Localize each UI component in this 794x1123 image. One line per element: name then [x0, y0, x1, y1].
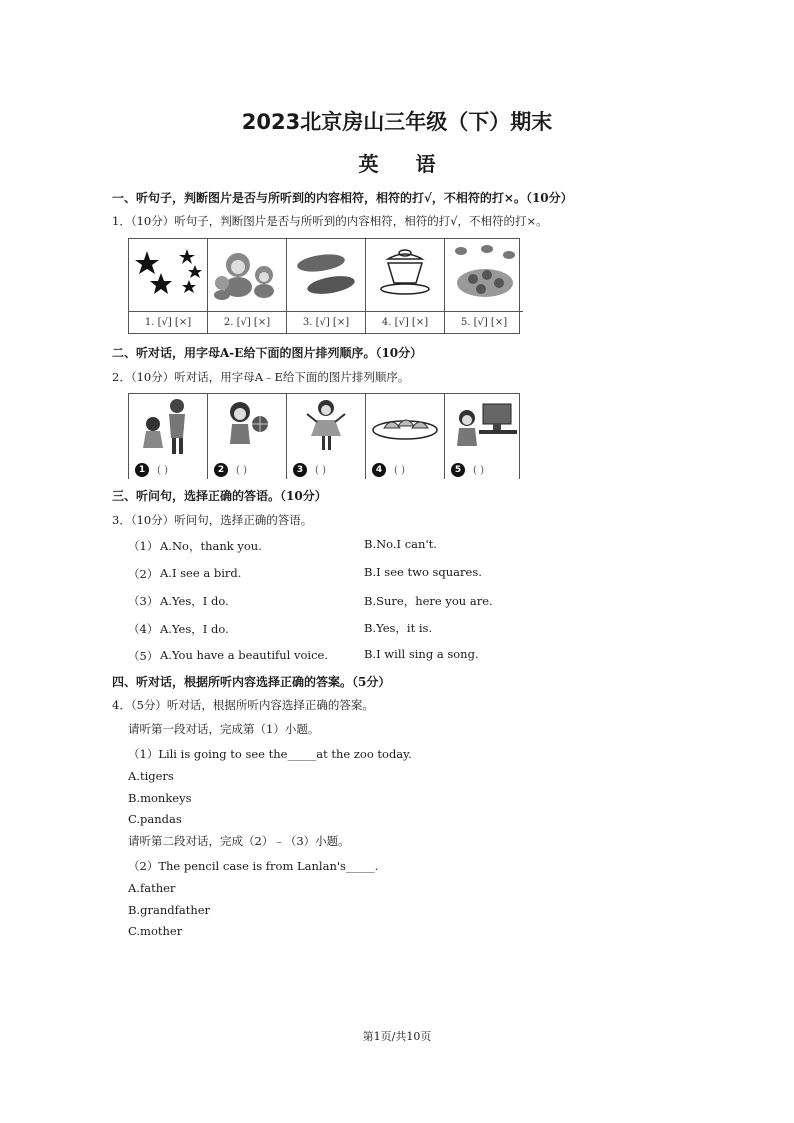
q2-blank-3: ( ) — [315, 464, 326, 476]
q4-sub2-question: （2）The pencil case is from Lanlan's_____. — [128, 859, 379, 873]
q2-cell-1 — [129, 394, 208, 479]
q1-caption-3: 3. [√] [×] — [287, 311, 365, 333]
teacup-icon — [366, 239, 444, 309]
q2-badge-4 — [372, 463, 405, 477]
question2-text: 2．（10分）听对话，用字母A﹣E给下面的图片排列顺序。 — [112, 370, 410, 384]
q2-number-5: 5 — [451, 463, 465, 477]
q2-blank-4: ( ) — [394, 464, 405, 476]
q2-number-2: 2 — [214, 463, 228, 477]
q4-intro-2: 请听第二段对话，完成（2）﹣（3）小题。 — [128, 834, 350, 848]
q4-sub2-option-b: B.grandfather — [128, 903, 211, 917]
q1-caption-1: 1. [√] [×] — [129, 311, 207, 333]
q2-cell-3 — [287, 394, 366, 479]
section4-heading: 四、听对话，根据所听内容选择正确的答案。（5分） — [112, 675, 391, 689]
sweet-potatoes-icon — [287, 239, 365, 309]
girl-dancing-icon — [287, 394, 365, 458]
q4-sub1-option-c: C.pandas — [128, 812, 182, 826]
q2-cell-5 — [445, 394, 523, 479]
question3-text: 3．（10分）听问句，选择正确的答语。 — [112, 513, 313, 527]
q3-item-1-option-a: A.No，thank you. — [160, 539, 262, 553]
q3-item-4-option-a: A.Yes，I do. — [160, 622, 229, 636]
monkeys-icon — [208, 239, 286, 309]
q2-badge-1 — [135, 463, 168, 477]
question2-picture-strip — [128, 393, 520, 479]
q2-cell-4 — [366, 394, 445, 479]
page-footer: 第1页/共10页 — [362, 1030, 432, 1043]
page-title: 2023北京房山三年级（下）期末 — [241, 110, 553, 134]
q3-item-1-option-b: B.No.I can't. — [364, 537, 437, 551]
q4-sub1-option-a: A.tigers — [128, 769, 174, 783]
q3-item-1-num: （1） — [128, 539, 159, 553]
q3-item-5-num: （5） — [128, 649, 159, 663]
q2-number-4: 4 — [372, 463, 386, 477]
q2-blank-5: ( ) — [473, 464, 484, 476]
q2-number-1: 1 — [135, 463, 149, 477]
q1-cell-4 — [366, 239, 445, 333]
q3-item-2-num: （2） — [128, 567, 159, 581]
q2-badge-2 — [214, 463, 247, 477]
q1-cell-3 — [287, 239, 366, 333]
section2-heading: 二、听对话，用字母A-E给下面的图片排列顺序。（10分） — [112, 346, 423, 360]
q4-sub1-question: （1）Lili is going to see the_____at the zoo today. — [128, 747, 412, 761]
q1-cell-2 — [208, 239, 287, 333]
q1-caption-2: 2. [√] [×] — [208, 311, 286, 333]
q3-item-3-option-a: A.Yes，I do. — [160, 594, 229, 608]
q1-caption-4: 4. [√] [×] — [366, 311, 444, 333]
section3-heading: 三、听问句，选择正确的答语。（10分） — [112, 489, 327, 503]
boy-computer-icon — [445, 394, 523, 458]
question4-text: 4．（5分）听对话，根据所听内容选择正确的答案。 — [112, 698, 374, 712]
q1-caption-5: 5. [√] [×] — [445, 311, 523, 333]
mother-daughter-icon — [129, 394, 207, 458]
q4-sub2-option-a: A.father — [128, 881, 176, 895]
section1-heading: 一、听句子，判断图片是否与所听到的内容相符，相符的打√，不相符的打×。（10分） — [112, 191, 573, 205]
q3-item-5-option-b: B.I will sing a song. — [364, 647, 479, 661]
girl-basketball-icon — [208, 394, 286, 458]
subject-title: 英 语 — [358, 152, 436, 176]
q4-sub1-option-b: B.monkeys — [128, 791, 192, 805]
question1-text: 1．（10分）听句子，判断图片是否与所听到的内容相符，相符的打√，不相符的打×。 — [112, 214, 548, 228]
q4-sub2-option-c: C.mother — [128, 924, 183, 938]
dumplings-icon — [366, 394, 444, 458]
q2-blank-2: ( ) — [236, 464, 247, 476]
q2-number-3: 3 — [293, 463, 307, 477]
q2-badge-3 — [293, 463, 326, 477]
stars-icon — [129, 239, 207, 309]
q4-intro-1: 请听第一段对话，完成第（1）小题。 — [128, 722, 320, 736]
flowers-bees-icon — [445, 239, 523, 309]
q3-item-3-option-b: B.Sure，here you are. — [364, 594, 493, 608]
q2-cell-2 — [208, 394, 287, 479]
q1-cell-1 — [129, 239, 208, 333]
q3-item-4-option-b: B.Yes，it is. — [364, 621, 433, 635]
q2-blank-1: ( ) — [157, 464, 168, 476]
q3-item-3-num: （3） — [128, 594, 159, 608]
q3-item-4-num: （4） — [128, 622, 159, 636]
q3-item-2-option-b: B.I see two squares. — [364, 565, 482, 579]
question1-picture-strip — [128, 238, 520, 334]
q3-item-5-option-a: A.You have a beautiful voice. — [160, 648, 328, 662]
q3-item-2-option-a: A.I see a bird. — [160, 566, 242, 580]
q2-badge-5 — [451, 463, 484, 477]
q1-cell-5 — [445, 239, 523, 333]
